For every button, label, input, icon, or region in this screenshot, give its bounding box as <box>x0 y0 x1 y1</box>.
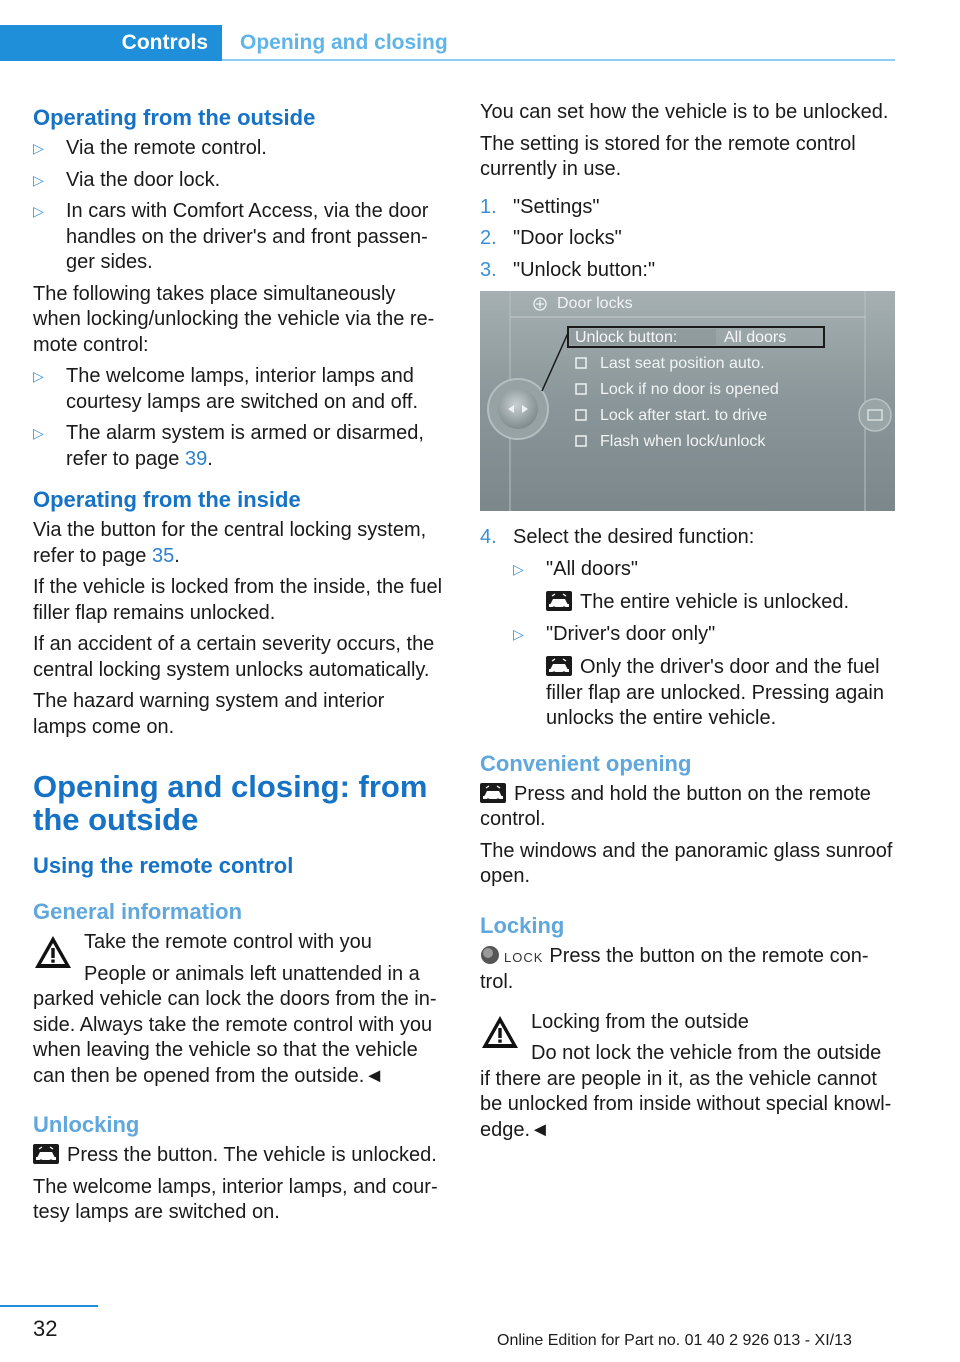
steps-list <box>480 195 895 284</box>
heading-unlocking: Unlocking <box>33 1112 140 1137</box>
effects-list <box>33 364 443 472</box>
triangle-right-icon: ▷ <box>33 171 44 188</box>
triangle-right-icon: ▷ <box>33 368 44 384</box>
list-item: ▷ "All doors" The entire vehicle is unlocked. <box>513 557 850 613</box>
remote-key-icon <box>546 656 572 676</box>
page-header <box>0 25 895 61</box>
paragraph: Press the button. The vehicle is unlocked. <box>33 1143 443 1169</box>
left-column <box>33 100 443 1232</box>
warning-triangle-icon <box>480 1014 520 1050</box>
list-item: ▷ The welcome lamps, interior lamps and courtesy lamps are switched on and off. <box>33 365 419 413</box>
paragraph: The windows and the panoramic glass sunroof open. <box>480 839 893 887</box>
screen-unlock-value[interactable]: All doors <box>724 329 787 346</box>
list-item: ▷ The alarm system is armed or disarmed, refer to page 39. <box>33 422 424 470</box>
idrive-screen <box>480 291 895 511</box>
warning-title: Locking from the outside <box>531 1010 749 1033</box>
screen-option[interactable]: Lock after start. to drive <box>600 407 768 424</box>
list-item: ▷ In cars with Comfort Access, via the door handles on the driver's and front passen-ger sides. <box>33 200 429 273</box>
screen-option[interactable]: Flash when lock/unlock <box>600 433 766 450</box>
remote-key-icon <box>546 591 572 611</box>
chapter-title: Opening and closing <box>240 31 448 54</box>
page-number: 32 <box>33 1316 58 1341</box>
outside-list <box>33 136 443 276</box>
screen-unlock-label[interactable]: Unlock button: <box>575 329 678 346</box>
screen-option[interactable]: Lock if no door is opened <box>600 381 779 398</box>
section-tab: Controls <box>0 25 222 61</box>
list-item: 4. Select the desired function: ▷ "All doors" The entire vehicle is unlocked. ▷ "Driver's door only" Only the driver's door and the fuel filler flap are unlocked. Pressing again unlocks the entire vehicle. <box>480 525 895 732</box>
warning-text: People or animals left unattended in a parked vehicle can lock the doors from the in-side. Always take the remote control with you when leaving the vehicle so that the vehicle can then be opened from the outside.◄ <box>33 962 437 1087</box>
triangle-right-icon: ▷ <box>33 203 44 219</box>
heading-locking: Locking <box>480 912 565 938</box>
heading-operating-inside: Operating from the inside <box>33 487 301 512</box>
footer-edition: Online Edition for Part no. 01 40 2 926 013 - XI/13 <box>497 1332 852 1349</box>
warning-box <box>33 930 443 1089</box>
paragraph: If an accident of a certain severity occurs, the central locking system unlocks automatically. <box>33 633 435 681</box>
lock-label: LOCK <box>504 949 544 965</box>
list-item: ▷ "Driver's door only" Only the driver's door and the fuel filler flap are unlocked. Pressing again unlocks the entire vehicle. <box>513 622 884 729</box>
warning-text: Do not lock the vehicle from the outside if there are people in it, as the vehicle cannot be unlocked from inside without special knowl-edge.◄ <box>480 1042 892 1141</box>
list-item: ▷ Via the door lock. <box>33 168 443 194</box>
screen-option[interactable]: Last seat position auto. <box>600 355 765 372</box>
paragraph: The welcome lamps, interior lamps, and cour-tesy lamps are switched on. <box>33 1175 438 1223</box>
list-item: 3. "Unlock button:" <box>480 258 656 281</box>
screen-background <box>480 291 895 511</box>
heading-general-information: General information <box>33 899 243 924</box>
triangle-right-icon: ▷ <box>513 625 524 642</box>
list-item: 2. "Door locks" <box>480 227 622 249</box>
remote-key-icon <box>33 1144 59 1164</box>
heading-operating-outside: Operating from the outside <box>33 105 316 130</box>
warning-title: Take the remote control with you <box>84 931 372 953</box>
paragraph: Press and hold the button on the remote control. <box>480 782 871 830</box>
step4-list <box>480 525 895 732</box>
triangle-right-icon: ▷ <box>33 140 44 156</box>
list-item: 1. "Settings" <box>480 195 600 218</box>
heading-remote-control: Using the remote control <box>33 853 294 878</box>
remote-key-icon <box>480 783 506 803</box>
triangle-right-icon: ▷ <box>33 425 44 441</box>
page-link-35[interactable]: 35 <box>151 544 175 567</box>
paragraph: If the vehicle is locked from the inside, the fuel filler flap remains unlocked. <box>33 576 443 624</box>
paragraph: Via the button for the central locking system, refer to page 35. <box>33 519 427 567</box>
paragraph: The setting is stored for the remote control currently in use. <box>480 132 856 180</box>
heading-opening-closing: Opening and closing: from the outside <box>33 769 428 837</box>
triangle-right-icon: ▷ <box>513 560 524 577</box>
right-column <box>480 100 895 1149</box>
page-link-39[interactable]: 39 <box>184 447 208 470</box>
paragraph: You can set how the vehicle is to be unlocked. <box>480 101 889 123</box>
paragraph: The following takes place simultaneously when locking/unlocking the vehicle via the re-mote control: <box>33 282 435 356</box>
header-rule <box>222 59 895 61</box>
list-item: ▷ Via the remote control. <box>33 136 443 162</box>
lock-button-icon <box>480 945 500 965</box>
footer-rule <box>0 1305 98 1307</box>
function-options <box>513 557 895 732</box>
screen-title: Door locks <box>557 295 633 312</box>
paragraph: LOCK Press the button on the remote con-trol. <box>480 944 869 993</box>
heading-convenient-opening: Convenient opening <box>480 750 692 776</box>
warning-triangle-icon <box>33 934 73 970</box>
warning-box <box>480 1010 895 1144</box>
paragraph: The hazard warning system and interior lamps come on. <box>33 690 385 738</box>
